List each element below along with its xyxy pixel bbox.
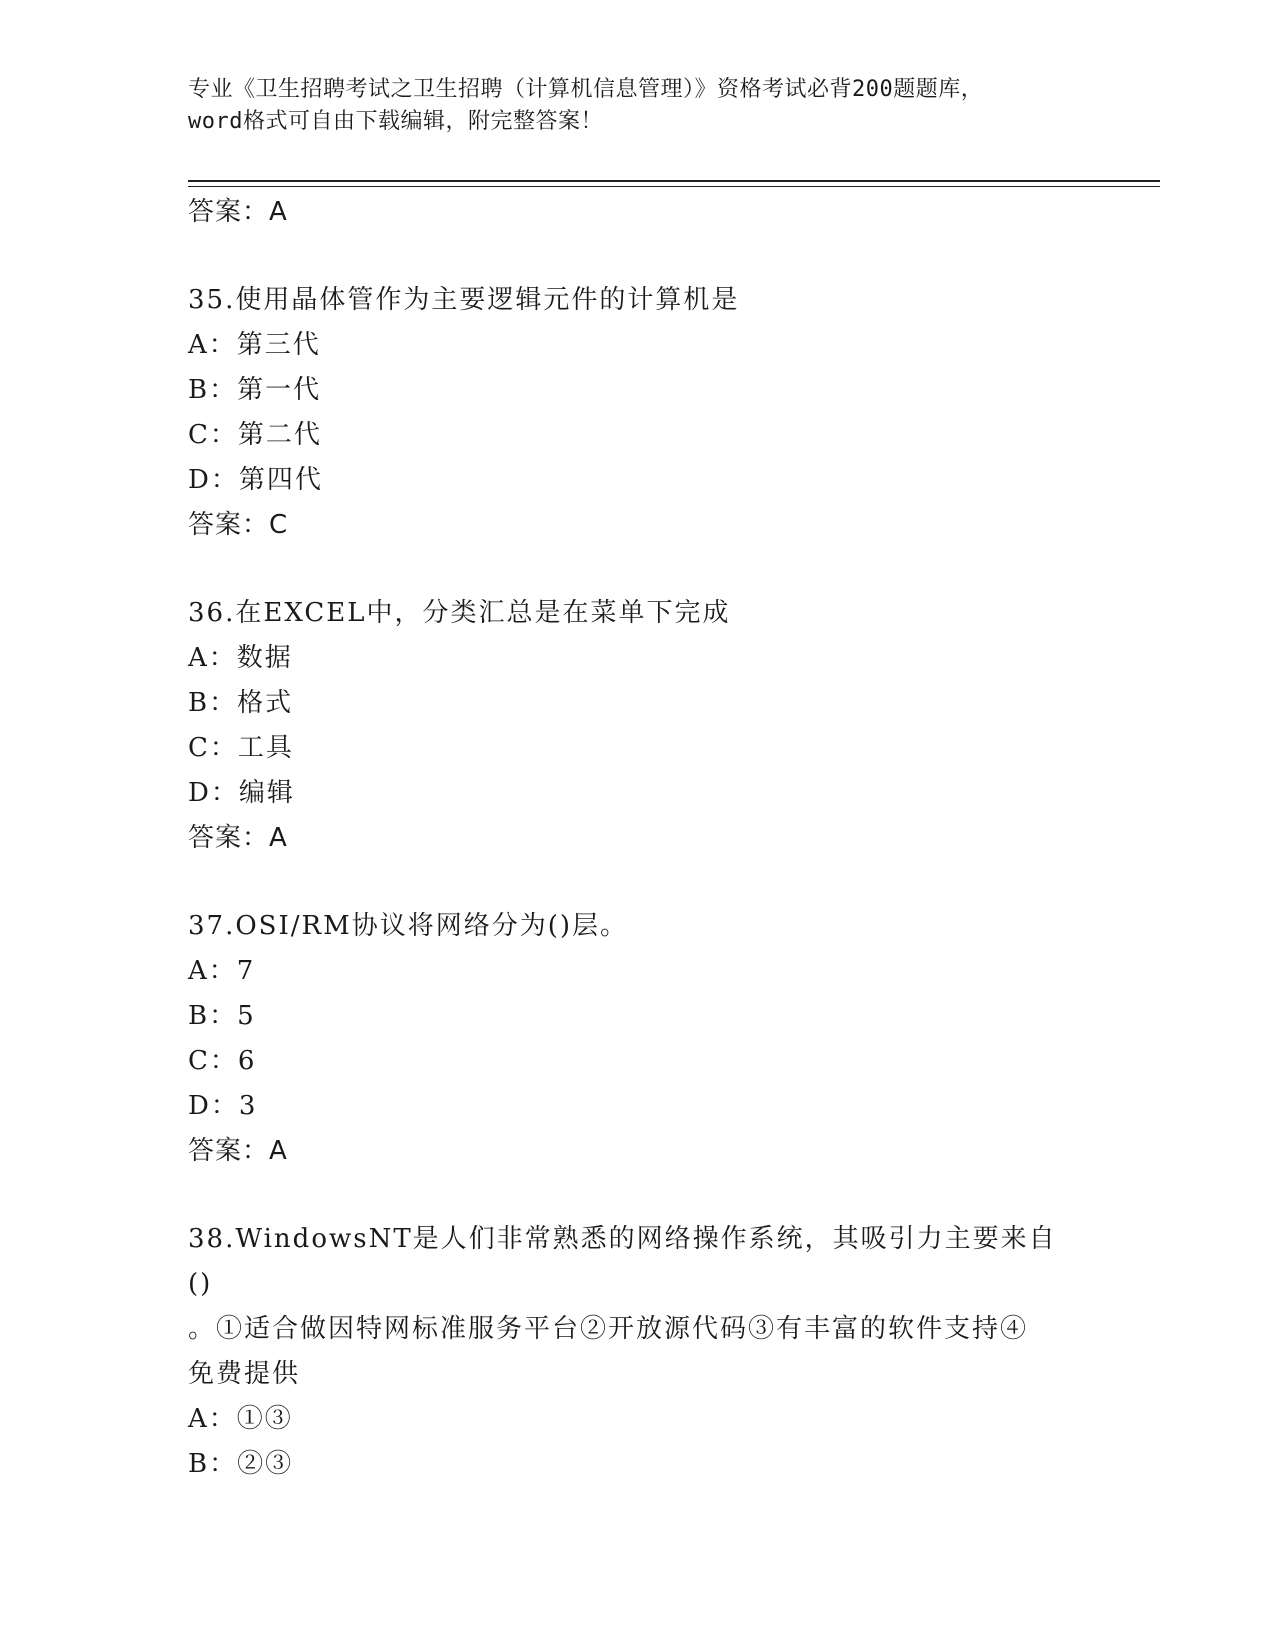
answer-line: 答案：A [188, 823, 288, 853]
question-title-line-3: 免费提供 [188, 1359, 301, 1389]
option-a: A：数据 [188, 643, 293, 673]
question-title-line-1: 38.WindowsNT是人们非常熟悉的网络操作系统，其吸引力主要来自() [188, 1224, 1057, 1299]
answer-line: 答案：C [188, 510, 289, 540]
header-line-2: word格式可自由下载编辑，附完整答案！ [188, 109, 603, 134]
header-divider-top [188, 180, 1160, 182]
option-a: A：①③ [188, 1404, 293, 1434]
option-b: B：②③ [188, 1449, 294, 1479]
question-35 [188, 278, 1088, 547]
header-divider-bottom [188, 186, 1160, 187]
answer-line: 答案：A [188, 197, 288, 227]
header-line-1: 专业《卫生招聘考试之卫生招聘（计算机信息管理）》资格考试必背200题题库， [188, 77, 984, 102]
option-d: D：编辑 [188, 778, 295, 808]
option-d: D：3 [188, 1091, 258, 1121]
option-b: B：第一代 [188, 375, 322, 405]
question-title [188, 1217, 1068, 1397]
option-b: B：5 [188, 1001, 256, 1031]
option-a: A：第三代 [188, 330, 321, 360]
option-d: D：第四代 [188, 465, 323, 495]
answer-line: 答案：A [188, 1136, 288, 1166]
question-36 [188, 591, 1088, 860]
question-37 [188, 904, 1088, 1173]
option-c: C：6 [188, 1046, 257, 1076]
question-title: 37.OSI/RM协议将网络分为()层。 [188, 911, 628, 941]
option-a: A：7 [188, 956, 256, 986]
question-title-line-2: 。①适合做因特网标准服务平台②开放源代码③有丰富的软件支持④ [188, 1314, 1029, 1344]
option-c: C：工具 [188, 733, 294, 763]
option-b: B：格式 [188, 688, 294, 718]
question-title: 36.在EXCEL中，分类汇总是在菜单下完成 [188, 598, 731, 628]
document-body [188, 190, 1088, 1487]
question-title: 35.使用晶体管作为主要逻辑元件的计算机是 [188, 285, 740, 315]
question-38 [188, 1217, 1088, 1487]
option-c: C：第二代 [188, 420, 322, 450]
document-header [188, 74, 1088, 138]
